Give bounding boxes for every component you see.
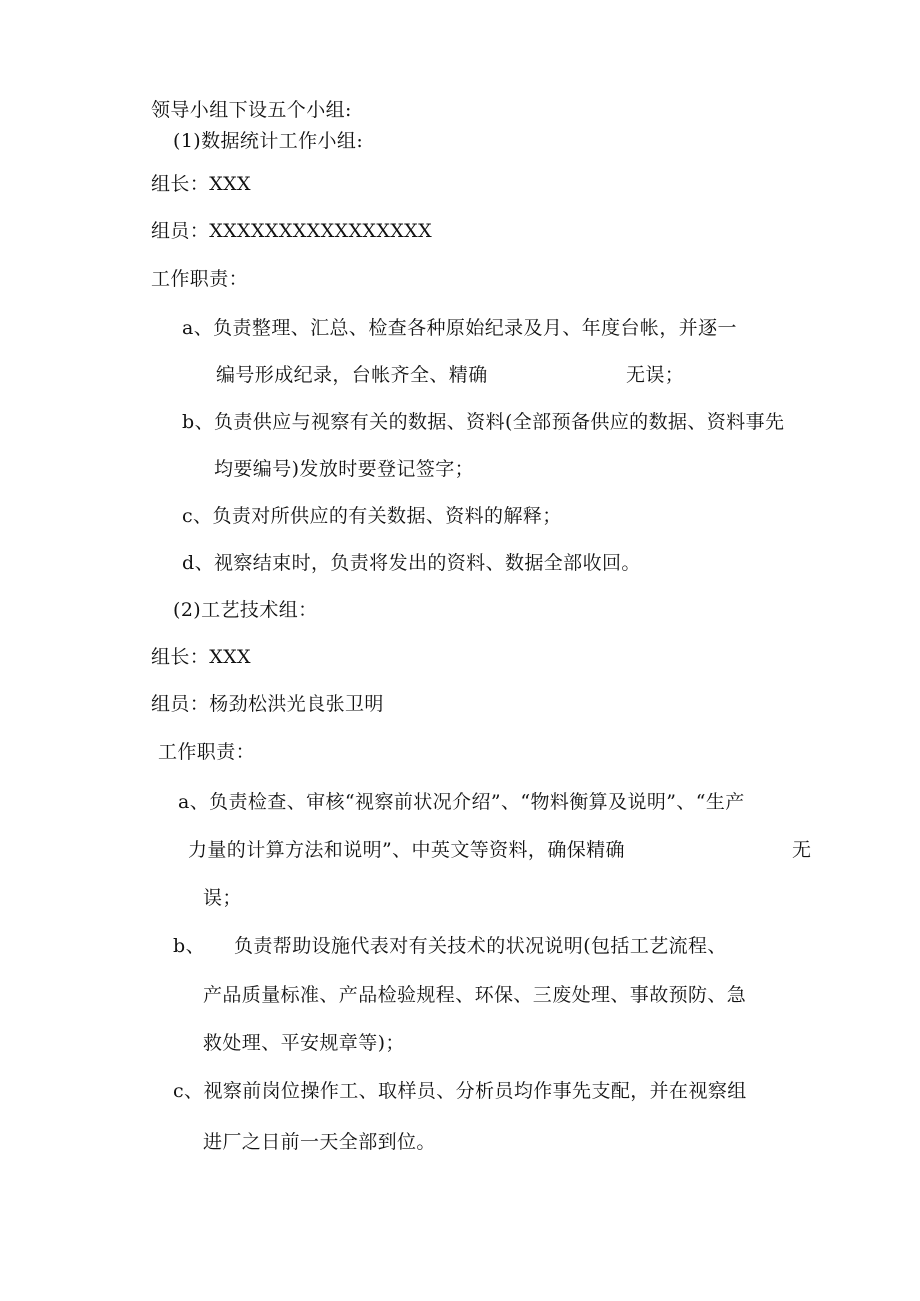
group2-duty-b-line1: 负责帮助设施代表对有关技术的状况说明(包括工艺流程、 [234,935,727,957]
group2-duty-a-line2-left: 力量的计算方法和说明”、中英文等资料，确保精确 [188,839,625,861]
group2-members: 组员：杨劲松洪光良张卫明 [151,693,384,715]
group1-heading: (1)数据统计工作小组: [173,130,364,152]
group1-members: 组员：XXXXXXXXXXXXXXXX [151,220,433,242]
group2-duty-b-line2: 产品质量标准、产品检验规程、环保、三废处理、事故预防、急 [203,984,747,1006]
group2-leader: 组长：XXX [151,646,251,668]
group1-duty-b-line1: b、负责供应与视察有关的数据、资料(全部预备供应的数据、资料事先 [182,411,785,433]
group1-duty-a-line2-left: 编号形成纪录，台帐齐全、精确 [216,364,488,386]
group1-duties-label: 工作职责： [151,268,249,290]
group1-leader: 组长：XXX [151,173,251,195]
group2-duty-c-line1: c、视察前岗位操作工、取样员、分析员均作事先支配，并在视察组 [173,1080,747,1102]
group2-duty-a-line1: a、负责检查、审核“视察前状况介绍”、“物料衡算及说明”、“生产 [178,791,745,813]
group1-duty-b-line2: 均要编号)发放时要登记签字； [214,458,475,480]
group1-duty-d: d、视察结束时，负责将发出的资料、数据全部收回。 [182,552,641,574]
group1-duty-c: c、负责对所供应的有关数据、资料的解释； [182,505,562,527]
group2-duties-label: 工作职责： [158,741,256,763]
group2-duty-c-line2: 进厂之日前一天全部到位。 [203,1131,436,1153]
group2-heading: (2)工艺技术组： [173,599,318,621]
group2-duty-b-marker: b、 [173,935,205,957]
group1-duty-a-line1: a、负责整理、汇总、检查各种原始纪录及月、年度台帐，并逐一 [182,317,737,339]
group2-duty-a-line3: 误； [203,887,242,909]
group1-duty-a-line2-right: 无误； [626,364,685,386]
group2-duty-b-line3: 救处理、平安规章等)； [203,1032,405,1054]
intro-text: 领导小组下设五个小组: [151,99,352,121]
group2-duty-a-line2-right: 无 [792,839,812,861]
